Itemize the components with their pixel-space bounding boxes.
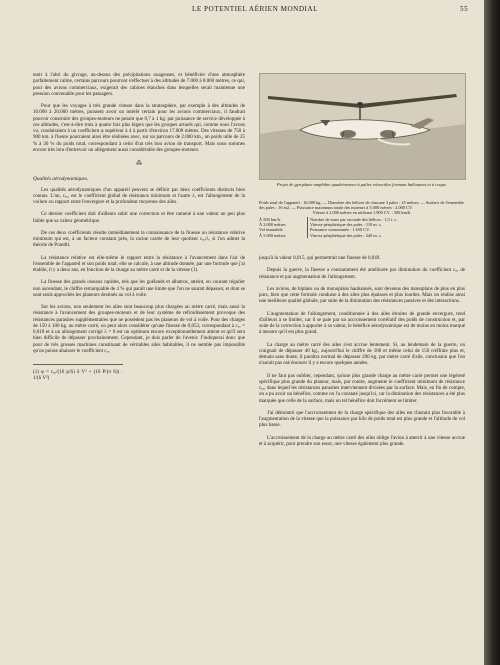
figure-caption: Projet de gyroplane amphibie quadrimoteur à palies rétractiles formant ballonnets et à coque. [276,182,448,187]
table-cell: À 5.000 mètres [259,233,308,238]
paragraph: La résistance relative est elle-même le rapport entre la résistance à l'avancement dans l'air de l'ensemble de l'appareil et son poids total; elle se calcule, à une altitude donnée, par une formule que j'ai établie, il y a deux ans, en fonction de la charge au mètre carré et de la vitesse (1). [33,254,245,273]
table-cell: Vol immobile [259,227,308,232]
spec-line: Vitesse à 2.000 mètres en utilisant 1.900 CV. : 500 km/h. [312,210,412,216]
binding-shadow [484,0,500,665]
spec-table [259,217,465,237]
right-text-column [259,255,465,447]
paragraph: J'ai démontré que l'accroissement de la charge spécifique des ailes est d'autant plus favorable à l'augmentation de la vitesse que la puissance par kilo de poids total est plus grande et l'altitude de vol plus basse. [259,409,465,429]
section-heading: Qualités aérodynamiques. [33,176,89,183]
paragraph: Depuis la guerre, la finesse a constamment été améliorée par diminution du coefficient cₓₒ de résistance et par augmentation de l'allongement. [259,267,465,280]
paragraph: Les avions, de biplans ou de monoplans haubannés, sont devenus des monoplans de plus en plus purs, bien que cette formule conduise à des ailes plus épaisses et plus lourdes. Mais on réalise ainsi une meilleure qualité globale, par suite de la diminution des résistances passives et des interactions. [259,285,465,305]
table-cell: À 3.000 mètres [259,222,308,227]
paragraph: L'augmentation de l'allongement, conditionnée à des ailes étroites de grande envergure, tend d'ailleurs à se limiter, car il se paie par un accroissement corrélatif des poids de construction et, par suite de la correction à apporter à sa valeur, le bénéfice aérodynamique est de moins en moins marqué à mesure qu'il est plus grand. [259,310,465,336]
paragraph: Il ne faut pas oublier, cependant, qu'une plus grande charge au mètre carré permet une légèreté spécifique plus grande du planeur, mais, par contre, augmente le coefficient minimum de résistance cₓₒ, dans lequel les résistances parasites interviennent divisées par la surface. Mais, en fin de compte, on a pu avoir un bénéfice, comme on l'a constaté jusqu'ici, car la diminution des résistances a été plus marquée que celle de la surface, mais un tel bénéfice doit forcément se limiter. [259,372,465,404]
figure-specifications [259,200,465,238]
paragraph: Sur les avions, non seulement les ailes sont beaucoup plus chargées au mètre carré, mais aussi la résistance à l'avancement des groupes-moteurs et de leur système de refroidissement provoque des résistances parasites supplémentaires que ne possèdent pas les planeurs de vol à voile. Pour des charges de 150 à 100 kg. au mètre carré, on peut alors considérer qu'une finesse de 0,053, correspondant à cₓₒ = 0,018 et à un allongement corrigé λ = 8 est un optimum encore exceptionnellement atteint et qu'il sera bien difficile de dépasser prochainement. Cependant, je dois parler de l'avenir. J'indiquerai donc que pour de très grosses machines constituant de véritables ailes habitables, il ne semble pas impossible qu'on puisse abaisser le coefficient cₓₒ [33,304,245,354]
table-cell: Vitesse périphérique des pales : 110 m. s. [310,222,382,228]
paragraph: L'accroissement de la charge au mètre carré des ailes oblige l'avion à atterrir à une vitesse accrue et à acquérir, pour prendre son essor, une vitesse également plus grande. [259,434,465,447]
aircraft-figure [259,73,466,180]
paragraph: Pour que les voyages à très grande vitesse dans la stratosphère, par exemple à des altitudes de 10.000 à 20.000 mètres, puissent avoir un intérêt certain pour les avions commerciaux, il faudrait pouvoir construire des groupes-moteurs ne pesant que 0,7 à 1 kg. par puissance de service développée à ces altitudes, c'est-à-dire trois à quatre fois plus légers que les groupes actuels qui, comme nous l'avons vu, conduiraient à un coefficient φ supérieur à 4 à partir d'environ 17.000 mètres. Des vitesses de 750 à 900 km. à l'heure pourraient ainsi être réalisées avec, sur un parcours de 2.000 km., un poids utile de 25 % à 30 % du poids total, correspondant à celui d'un très bon avion de transport. Mais nous sommes encore très loin d'entrevoir un allégement aussi considérable des groupes-moteurs. [33,103,245,153]
table-row [259,233,465,238]
table-cell: Puissance consommée : 1.650 CV. [310,227,370,233]
table-cell: Nombre de tours par seconde des hélices : 1,5 t. s. [310,217,397,223]
left-text-column [33,72,245,382]
paragraph: Les qualités aérodynamiques d'un appareil peuvent se définir par deux coefficients distincts bien connus. L'un, cₓₒ, est le coefficient global de résistance minimum et l'autre λ, est l'allongement de la voilure ou rapport entre l'envergure et la profondeur moyenne des ailes. [33,186,245,205]
paragraph: Ce dernier coefficient doit d'ailleurs subir une correction et être ramené à une valeur un peu plus faible que sa valeur géométrique. [33,211,245,224]
paragraph: La charge au mètre carré des ailes s'est accrue lentement. Si, au lendemain de la guerre, on craignait de dépasser 40 kg., aujourd'hui le chiffre de 100 et même celui de 150 n'effraie plus et, demain sans doute, il paraîtra normal de dépasser 200 kg. par mètre carré d'aile, conclusion que l'on n'aurait pas osé énoncer il y a encore quelques années. [259,341,465,367]
table-cell: À 500 km/h. [259,217,308,222]
paragraph: De ces deux coefficients résulte immédiatement la connaissance de la finesse ou résistance relative minimum qui est, à un facteur constant près, la racine carrée de leur quotient cₓₒ/λ, si l'on admet la théorie de Prandtl. [33,229,245,249]
section-ornament: ⁂ [136,161,142,167]
paragraph: La finesse des grands oiseaux rapides, tels que les goélands et albatros, atteint, en courant régulier non ascendant, le chiffre remarquable de 4 % qui paraît une limite que l'on ne saurait dépasser, et dont se sont seuls approchés les planeurs destinés au vol à voile. [33,279,245,298]
footnote-formula: (1) φ = cₓₒ/(16 p/S) δ V² + (16 P/(π S)) · 1/(δ V²) [33,364,123,382]
spec-line: Poids total de l'appareil : 16.000 kg. — Diamètre des hélices de chacune 3 pales : 25 mètres. — Surface de l'ensemble des pales : 16 m2. — Puissance maximum totale des moteurs à 5.000 mètres : 2.000 CV. [259,200,464,211]
page-number: 55 [460,5,469,13]
paragraph: tenir à l'abri du givrage, au-dessus des précipitations nuageuses, et bénéficier d'une atmosphère parfaitement calme, certains parcours pourront s'effectuer à des altitudes de 7.000 à 8.000 mètres, ce qui, pour des avions commerciaux, exigerait des cabines étanches dans lesquelles serait maintenue une pression convenable pour les passagers. [33,72,245,97]
table-cell: Vitesse périphérique des pales : 240 m. s. [310,232,382,238]
running-header-title: LE POTENTIEL AÉRIEN MONDIAL [191,5,319,13]
gyroplane-illustration [260,74,465,179]
paragraph: jusqu'à la valeur 0,015, qui permettrait une finesse de 0,049. [259,255,381,261]
